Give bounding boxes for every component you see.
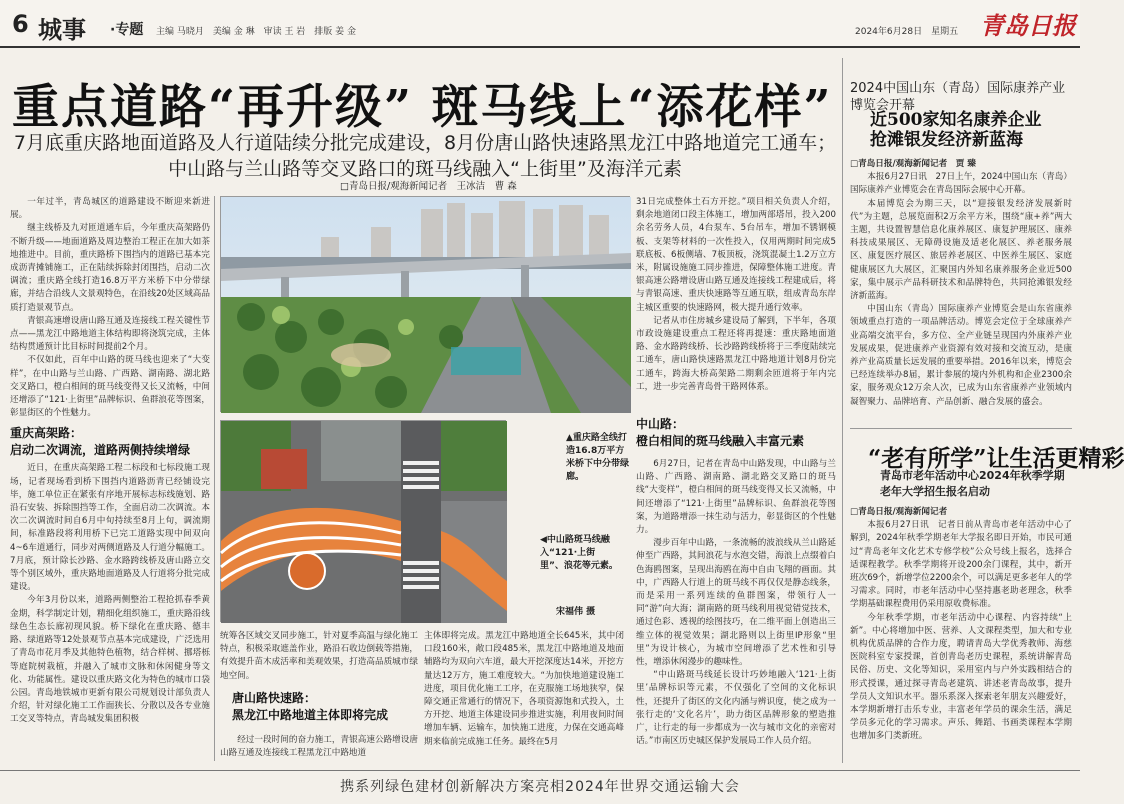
paragraph: 6月27日，记者在青岛中山路发现，中山路与兰山路、广西路、湖南路、湖北路交叉路口的斑马线“大变样”，橙白相间的斑马线变得又长又流畅，中间还增添了“121·上街里”品牌标识、鱼群浪花等图案，为道路增添一抹生动与活力，彰显街区的个性魅力。 [636,459,836,536]
main-subhead: 7月底重庆路地面道路及人行道陆续分批完成建设，8月份唐山路快速路黑龙江中路地道完工通车；中山路与兰山路等交叉路口的斑马线融入“上街里”及海洋元素 [13,132,837,180]
right-article-title: 近500家知名康养企业 抢滩银发经济新蓝海 [870,110,1042,150]
photo-credit: 宋福伟 摄 [556,607,596,617]
paragraph: 31日完成整体土石方开挖。”项目相关负责人介绍，剩余地道闭口段主体施工，增加两部塔吊，投入200余名劳务人员，4台泵车、5台吊车，增加不锈钢模板、支架等材料的一次性投入，仅用两期时间完成5联底板、6板侧墙、7板顶板，浇筑混凝土1.2万立方米，附属设施施工同步推进，保障整体施工进度。青银高速公路增设唐山路互通及连接线工程建成后，将与青银高速、重庆快速路等互通互联，组成青岛东岸主城区重要的快速路网，极大提升通行效率。 [636,197,836,313]
greenway-photo-drawing [221,197,631,413]
bottom-teaser: 携系列绿色建材创新解决方案亮相2024年世界交通运输大会 [0,770,1080,803]
paragraph: 本报6月27日讯 27日上午，2024中国山东（青岛）国际康养产业博览会在青岛国际会展中心开幕。 [850,172,1072,196]
editor-credits: 主编 马晓月 美编 金 琳 审读 王 岩 排版 姜 金 [156,27,357,37]
photo-caption: ◀中山路斑马线融入“121·上街里”、浪花等元素。 [540,535,618,571]
issue-date: 2024年6月28日 星期五 [855,27,959,37]
article-column-4 [636,196,836,412]
section-subtitle: 重庆高架路： 启动二次调流，道路两侧持续增绿 [10,426,191,458]
section-title: 城事 [38,15,86,44]
paragraph: 中国山东（青岛）国际康养产业博览会是山东省康养领域重点打造的一项品牌活动。博览会定位于全球康养产业高端交流平台，多方位、全产业链呈现国内外康养产业发展成果，促进康养产业资源有效对接和交流互动，是康养产业高质量长远发展的重要举措。2016年以来，博览会已经连续举办8届，累计参展的境内外机构和企业2300余家，服务观众12万余人次，已成为山东省康养产业领域内凝智聚力、品牌培育、产品创新、融合发展的盛会。 [850,304,1072,407]
right-article-body [850,158,1072,424]
right-article-kicker: 2024中国山东（青岛）国际康养产业博览会开幕 [850,81,1066,113]
byline: □青岛日报/观海新闻记者 贾 臻 [850,159,976,169]
paragraph: 今年3月份以来，道路两侧整治工程抢抓春季黄金期，科学制定计划，精细化组织施工，重庆路沿线绿色生态长廊初现风貌。桥下绿化在重庆路、德丰路、绿道路等12处景观节点基本完成建设，广泛选用了青岛市花月季及其他特色植物，结合样树、挪塔栎等庭院树栽植，并融入了城市文脉和休闲健身等文化、功能属性。建设以重庆路文化为特色的城市口袋公园。青岛地铁城市更新有限公司规划设计部负责人介绍，针对绿化施工工作面狭长、分散以及各专业施工交叉等特点，青岛城发集团积极 [10,595,210,725]
paragraph: 记者从市住房城乡建设局了解到，下半年，各项市政设施建设重点工程还将再提速：重庆路地面道路、金水路跨线桥、长沙路跨线桥将于三季度陆续完工通车，唐山路快速路黑龙江中路地道计划8月份完工通车，跨海大桥高架路二期剩余匝道将于年内完工，进一步完善青岛骨干路网体系。 [636,315,836,392]
paragraph: “中山路斑马线延长设计巧妙地融入‘121·上街里’品牌标识等元素，不仅强化了空间的文化标识性，还提升了街区的文化内涵与辨识度，使之成为一张行走的‘文化名片’，助力街区品牌形象的塑造推广，让行走的每一步都成为一次与城市文化的亲密对话。”市南区历史城区保护发展局工作人员介绍。 [636,670,836,747]
column-rule [842,58,843,763]
section-subtitle: 中山路： 橙白相间的斑马线融入丰富元素 [636,417,805,448]
article-column-1 [10,196,210,761]
paragraph: 统筹各区域交叉同步施工，针对夏季高温与绿化施工特点，积极采取遮盖作业，路沿石收边倒载等措施，有效提升苗木成活率和美观效果，打造高品质城市绿地空间。 [220,631,418,681]
paragraph: 今年秋季学期，市老年活动中心课程、内容持续“上新”。中心将增加中医、营养、人文课程类型，加大和专业机构优质品牌的合作力度，聘请青岛大学优秀教师、海慈医院科室专家授课，首创青岛老历史课程，系统讲解青岛民俗、历史、文化等知识，采用室内与户外实践相结合的形式授课，通过探寻青岛老建筑、讲述老青岛故事，提升学员人文知识水平。器乐系深入探索老年朋友兴趣爱好，本学期新增打击乐专业，丰富老年学员的课余生活，满足学员多元化的学习需求。声乐、舞蹈、书画类课程本学期也增加多门类新班。 [850,612,1072,742]
article-column-5 [636,458,836,764]
main-headline: 重点道路“再升级” 斑马线上“添花样” [12,80,833,135]
article-column-3 [424,630,624,764]
paragraph: 经过一段时间的奋力施工，青银高速公路增设唐山路互通及连接线工程黑龙江中路地道 [220,735,418,759]
newspaper-logo: 青岛日报 [980,11,1076,40]
paragraph: 一年过半，青岛城区的道路建设不断迎来新进展。 [10,197,210,221]
right-article2-body [850,506,1072,764]
paragraph: 漫步百年中山路，一条流畅的波浪线从兰山路延伸至广西路，其间浪花与水泡交错，海浪上点缀着白色海鸥图案，呈现出海鸥在海中自由飞翔的画面。其中，广西路人行道上的斑马线不再仅仅是静态线条，而是采用一系列连续的鱼群图案，带领行人一同“游”向大海；湖南路的斑马线利用视觉错觉技术，通过色彩、透视的绘图技巧，在二维平面上创造出三维立体的视觉效果；湖北路则以上街里IP形象“里里”为设计核心，为城市空间增添了艺术性和引导性，增添休闲漫步的趣味性。 [636,538,836,668]
photo-caption: ▲重庆路全线打造16.8万平方米桥下中分带绿廊。 [566,433,630,482]
right-article2-kicker: 青岛市老年活动中心2024年秋季学期老年大学招生报名启动 [880,469,1065,498]
byline: □青岛日报/观海新闻记者 [850,507,948,517]
article-column-2 [220,630,418,681]
paragraph: 主体即将完成。黑龙江中路地道全长645米，其中闭口段160米，敞口段485米，黑龙江中路地道及地面辅路均为双向六车道，最大开挖深度达14米，开挖方量达12万方，施工难度较大。“为加快地道建设施工进度，项目优化施工工序，在克服施工场地狭窄，保障交通正常通行的情况下，各项资源饱和式投入，土方开挖、地道主体建设同步推进实施，利用夜间时间增加车辆、运输车，加快施工进度，力保在交通高峰期来临前完成施工任务。最终在5月 [424,631,624,747]
section-subtitle: 唐山路快速路： 黑龙江中路地道主体即将完成 [232,691,389,722]
paragraph: 本届博览会为期三天，以“迎接银发经济发展新时代”为主题，总展览面积2万余平方米，围绕“康+养”两大主题，共设置智慧信息化康养展区、康复护理展区、康养科技成果展区、无障碍设施及适老化展区、养老服务展区、康复医疗展区、旅居养老展区、中医养生展区、家庭健康展区九大展区，汇聚国内外知名康养服务企业近500家，集中展示产品科研技术和品牌特色，共同抢滩银发经济新蓝海。 [850,198,1072,302]
paragraph: 本报6月27日讯 记者日前从青岛市老年活动中心了解到，2024年秋季学期老年大学报名即日开始，市民可通过“青岛老年文化艺术专修学校”公众号线上报名，选择合适课程教学。秋季学期将开设200余门课程，其中，新开班次69个，新增学位2200余个，可以满足更多老年人的学习需求。同时，市老年活动中心坚持惠老助老理念，秋季学期基础课程费用仍采用原收费标准。 [850,520,1072,610]
article-column-2b [220,734,418,764]
page-number: 6 [12,10,29,38]
paragraph: 青银高速增设唐山路互通及连接线工程关键性节点——黑龙江中路地道主体结构即将浇筑完成，主体结构贯通预计比目标时间提前2个月。 [10,315,210,353]
zebra-crossing-photo [220,420,506,622]
subsection-title: ·专题 [110,22,144,38]
column-rule [214,196,215,761]
paragraph: 继主线桥及九对匝道通车后，今年重庆高架路仍不断升级——地面道路及周边整治工程正在加大如茶地推进中。目前，重庆路桥下围挡内的道路已基本完成沥青摊铺施工，正在陆续拆除封闭围挡，启动二次调流；重庆路全线打造16.8万平方米桥下中分带绿廊，并结合沿线人文景观特色，在沿线20处区域高品质打造景观节点。 [10,223,210,313]
greenway-photo [220,196,630,412]
main-byline: □青岛日报/观海新闻记者 王冰洁 曹 森 [340,181,517,192]
paragraph: 近日，在重庆高架路工程二标段和七标段施工现场，记者现场看到桥下围挡内道路沥青已经铺设完毕，施工单位正在紧张有序地开展标志标线施划、路沿石安装、拆除围挡等工作，全面启动二次调流。本次二次调流时间自6月中旬持续至8月上旬，调流期间，标准路段将利用桥下已完工道路实现中间双向4~6车道通行，同步对两侧道路及人行道分幅施工。7月底，预计除长沙路、金水路跨线桥及唐山路立交等个别区域外，重庆路地面道路及人行道将分批完成建设。 [10,463,210,593]
zebra-crossing-drawing [221,421,507,623]
right-article2-title: “老有所学”让生活更精彩 [868,445,1124,472]
section-rule [850,428,1072,429]
paragraph: 不仅如此，百年中山路的斑马线也迎来了“大变样”，在中山路与兰山路、广西路、湖南路、湖北路交叉路口，橙白相间的斑马线变得又长又流畅，中间还增添了“121·上街里”品牌标识、鱼群浪花等图案，彰显街区的个性魅力。 [10,355,210,419]
